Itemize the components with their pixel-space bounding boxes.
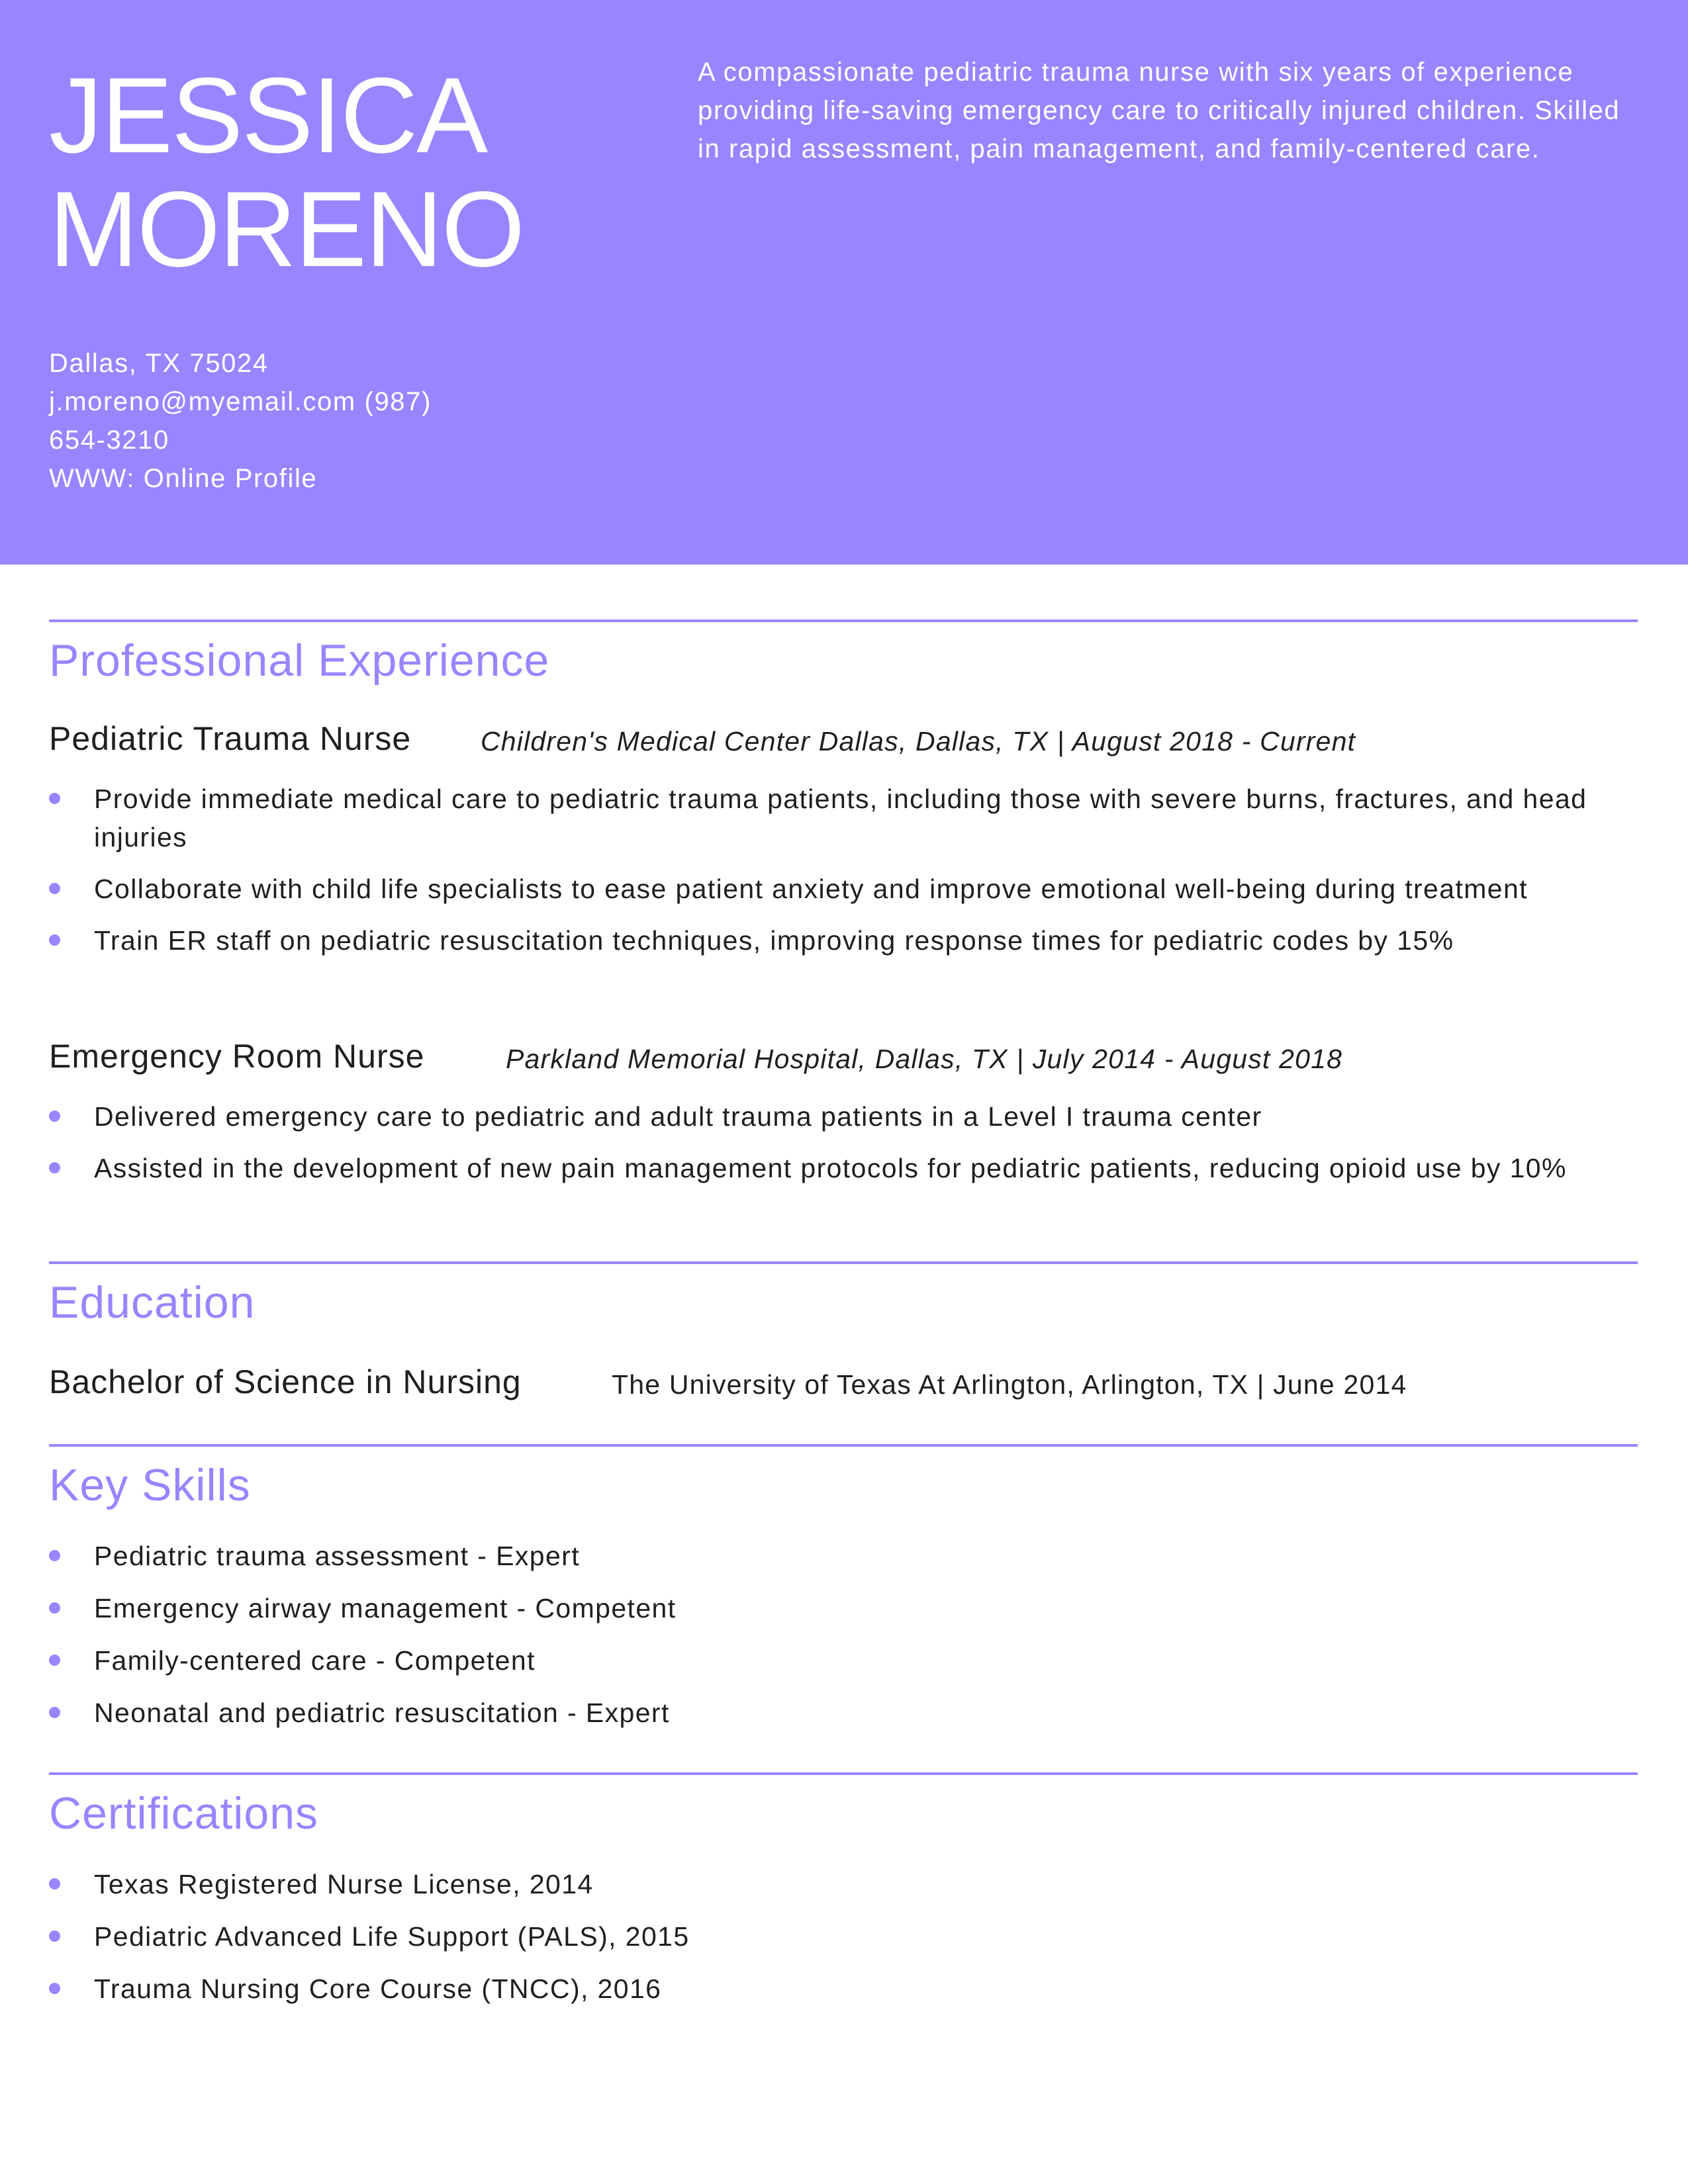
list-item-text: Assisted in the development of new pain management protocols for pediatric patients, reducing opioid use by 10%	[94, 1153, 1567, 1183]
section-title-certifications: Certifications	[49, 1788, 319, 1839]
list-item-text: Neonatal and pediatric resuscitation - Expert	[94, 1698, 670, 1728]
education-meta: The University of Texas At Arlington, Arlington, TX | June 2014	[612, 1369, 1407, 1400]
job-bullets	[49, 780, 1651, 960]
section-divider	[49, 1444, 1638, 1447]
list-item	[49, 1865, 1651, 1903]
list-item-text: Provide immediate medical care to pediatric trauma patients, including those with severe burns, fractures, and head injuries	[94, 784, 1587, 852]
section-divider	[49, 1772, 1638, 1775]
list-item	[49, 1589, 1651, 1627]
list-item	[49, 1970, 1651, 2008]
list-item-text: Family-centered care - Competent	[94, 1645, 536, 1676]
contact-email-phone[interactable]: j.moreno@myemail.com (987)	[49, 387, 432, 416]
list-item-text: Train ER staff on pediatric resuscitation techniques, improving response times for pediatric codes by 15%	[94, 925, 1454, 956]
section-title-skills: Key Skills	[49, 1460, 251, 1510]
job-bullets	[49, 1097, 1651, 1187]
list-item-text: Pediatric trauma assessment - Expert	[94, 1541, 580, 1571]
section-title-education: Education	[49, 1277, 256, 1328]
contact-block	[49, 344, 512, 498]
contact-phone: 654-3210	[49, 426, 169, 455]
list-item	[49, 1149, 1651, 1187]
bullet-icon	[49, 934, 60, 946]
list-item-text: Trauma Nursing Core Course (TNCC), 2016	[94, 1974, 662, 2004]
job-meta: Parkland Memorial Hospital, Dallas, TX | July 2014 - August 2018	[506, 1044, 1343, 1074]
job-title: Emergency Room Nurse	[49, 1038, 425, 1075]
bullet-icon	[49, 1550, 60, 1561]
name-last: MORENO	[49, 169, 524, 289]
degree-title: Bachelor of Science in Nursing	[49, 1363, 522, 1400]
section-title-experience: Professional Experience	[49, 635, 550, 686]
list-item-text: Pediatric Advanced Life Support (PALS), 2015	[94, 1921, 690, 1952]
list-item	[49, 921, 1651, 960]
list-item-text: Collaborate with child life specialists to ease patient anxiety and improve emotional well-being during treatment	[94, 874, 1528, 904]
bullet-icon	[49, 1707, 60, 1718]
list-item	[49, 1641, 1651, 1680]
list-item-text: Texas Registered Nurse License, 2014	[94, 1869, 594, 1899]
list-item	[49, 1694, 1651, 1732]
section-divider	[49, 1261, 1638, 1264]
bullet-icon	[49, 883, 60, 894]
name-first: JESSICA	[49, 56, 487, 175]
list-item	[49, 1097, 1651, 1136]
skills-list	[49, 1537, 1651, 1732]
contact-address: Dallas, TX 75024	[49, 349, 269, 378]
certifications-list	[49, 1865, 1651, 2008]
bullet-icon	[49, 793, 60, 804]
job-title: Pediatric Trauma Nurse	[49, 720, 412, 757]
bullet-icon	[49, 1983, 60, 1994]
summary: A compassionate pediatric trauma nurse with six years of experience providing life-saving emergency care to critically injured children. Skilled in rapid assessment, pain management, and family-centered care.	[698, 58, 1620, 163]
list-item-text: Emergency airway management - Competent	[94, 1593, 677, 1623]
list-item-text: Delivered emergency care to pediatric and adult trauma patients in a Level I trauma center	[94, 1101, 1262, 1132]
bullet-icon	[49, 1162, 60, 1173]
bullet-icon	[49, 1931, 60, 1942]
bullet-icon	[49, 1111, 60, 1122]
list-item	[49, 870, 1651, 908]
header-banner	[0, 0, 1688, 565]
contact-website[interactable]: WWW: Online Profile	[49, 464, 318, 493]
list-item	[49, 780, 1651, 856]
list-item	[49, 1917, 1651, 1956]
bullet-icon	[49, 1878, 60, 1889]
list-item	[49, 1537, 1651, 1575]
section-divider	[49, 619, 1638, 622]
job-meta: Children's Medical Center Dallas, Dallas, TX | August 2018 - Current	[481, 726, 1356, 756]
bullet-icon	[49, 1602, 60, 1614]
bullet-icon	[49, 1655, 60, 1666]
